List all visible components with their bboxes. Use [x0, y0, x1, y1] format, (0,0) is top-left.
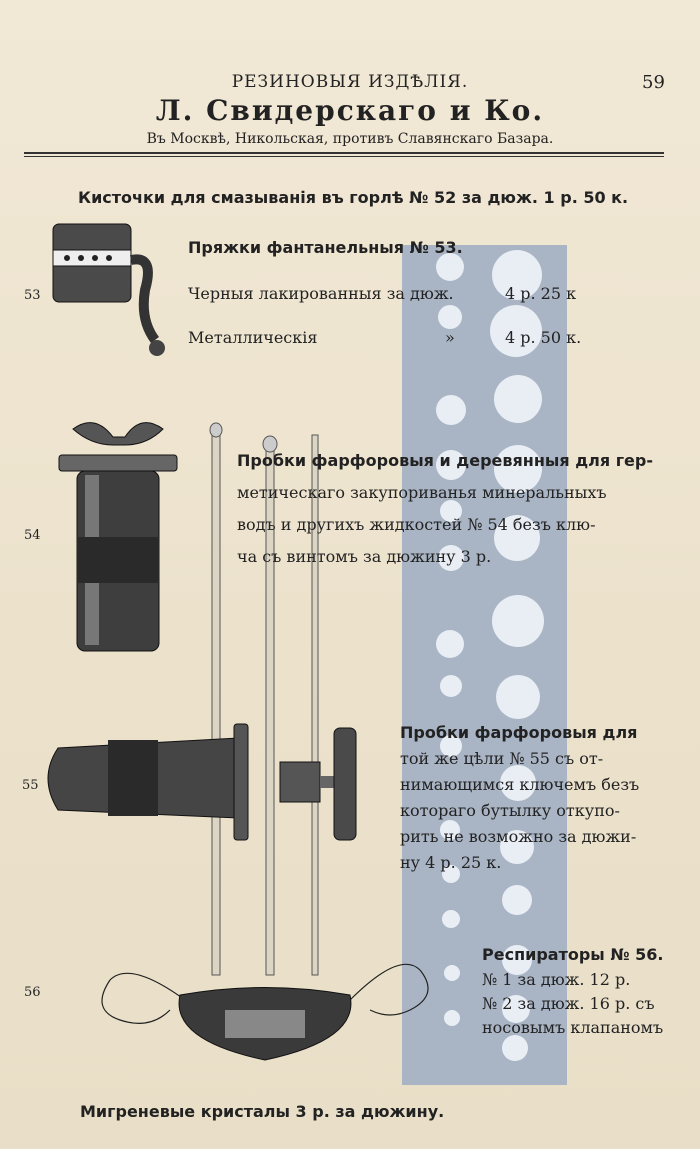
figure-number-53: 53 [24, 288, 41, 303]
item-brushes-text: Кисточки для смазыванія въ горлѣ № 52 за дюж. 1 р. 50 к. [78, 188, 629, 207]
stoppers55-line-5: рить не возможно за дюжи- [400, 827, 637, 846]
figure-number-56: 56 [24, 985, 41, 1000]
stoppers55-line-2: той же цѣли № 55 съ от- [400, 749, 604, 768]
figure-number-54: 54 [24, 528, 41, 543]
header-category: РЕЗИНОВЫЯ ИЗДѢЛІЯ. [231, 72, 469, 92]
stopper-54-illustration [55, 415, 180, 660]
respirator-illustration [50, 940, 450, 1080]
item-migraine-crystals: Мигреневые кристалы 3 р. за дюжину. [80, 1102, 445, 1121]
stoppers55-line-6: ну 4 р. 25 к. [400, 853, 502, 872]
show-through-text [15, 755, 37, 760]
stoppers54-line-3: водъ и другихъ жидкостей № 54 безъ клю- [237, 515, 596, 534]
stopper-55-illustration [38, 718, 368, 848]
item-brushes [78, 188, 628, 207]
resp-line-3: носовымъ клапаномъ [482, 1018, 664, 1037]
buckles-black-price: 4 р. 25 к [505, 284, 577, 303]
buckles-metal-label: Металлическія [188, 328, 318, 347]
figure-number-55: 55 [22, 778, 39, 793]
stoppers55-line-1: Пробки фарфоровыя для [400, 723, 638, 742]
stoppers54-line-4: ча съ винтомъ за дюжину 3 р. [237, 547, 492, 566]
buckles-metal-ditto: » [445, 328, 455, 347]
header-address: Въ Москвѣ, Никольская, противъ Славянскаго Базара. [146, 131, 554, 147]
stoppers55-line-4: котораго бутылку откупо- [400, 801, 620, 820]
stoppers54-line-1: Пробки фарфоровыя и деревянныя для гер- [237, 451, 653, 470]
stoppers55-line-3: нимающимся ключемъ безъ [400, 775, 640, 794]
header-firm-name: Л. Свидерскаго и Ко. [155, 94, 545, 127]
buckles-black-label: Черныя лакированныя за дюж. [188, 284, 454, 303]
resp-line-2: № 2 за дюж. 16 р. съ [482, 994, 655, 1013]
header-rule-thin [24, 156, 664, 157]
item-stoppers-55 [400, 720, 668, 876]
page-number: 59 [642, 72, 665, 93]
header-rule [24, 152, 664, 154]
buckles-metal-price: 4 р. 50 к. [505, 328, 582, 347]
item-respirators-title: Респираторы № 56. [482, 945, 664, 964]
buckle-illustration [45, 220, 180, 365]
resp-line-1: № 1 за дюж. 12 р. [482, 970, 631, 989]
item-buckles-title: Пряжки фантанельныя № 53. [188, 238, 463, 257]
stoppers54-line-2: метическаго закупориванья минеральныхъ [237, 483, 607, 502]
item-stoppers-54 [237, 445, 667, 573]
